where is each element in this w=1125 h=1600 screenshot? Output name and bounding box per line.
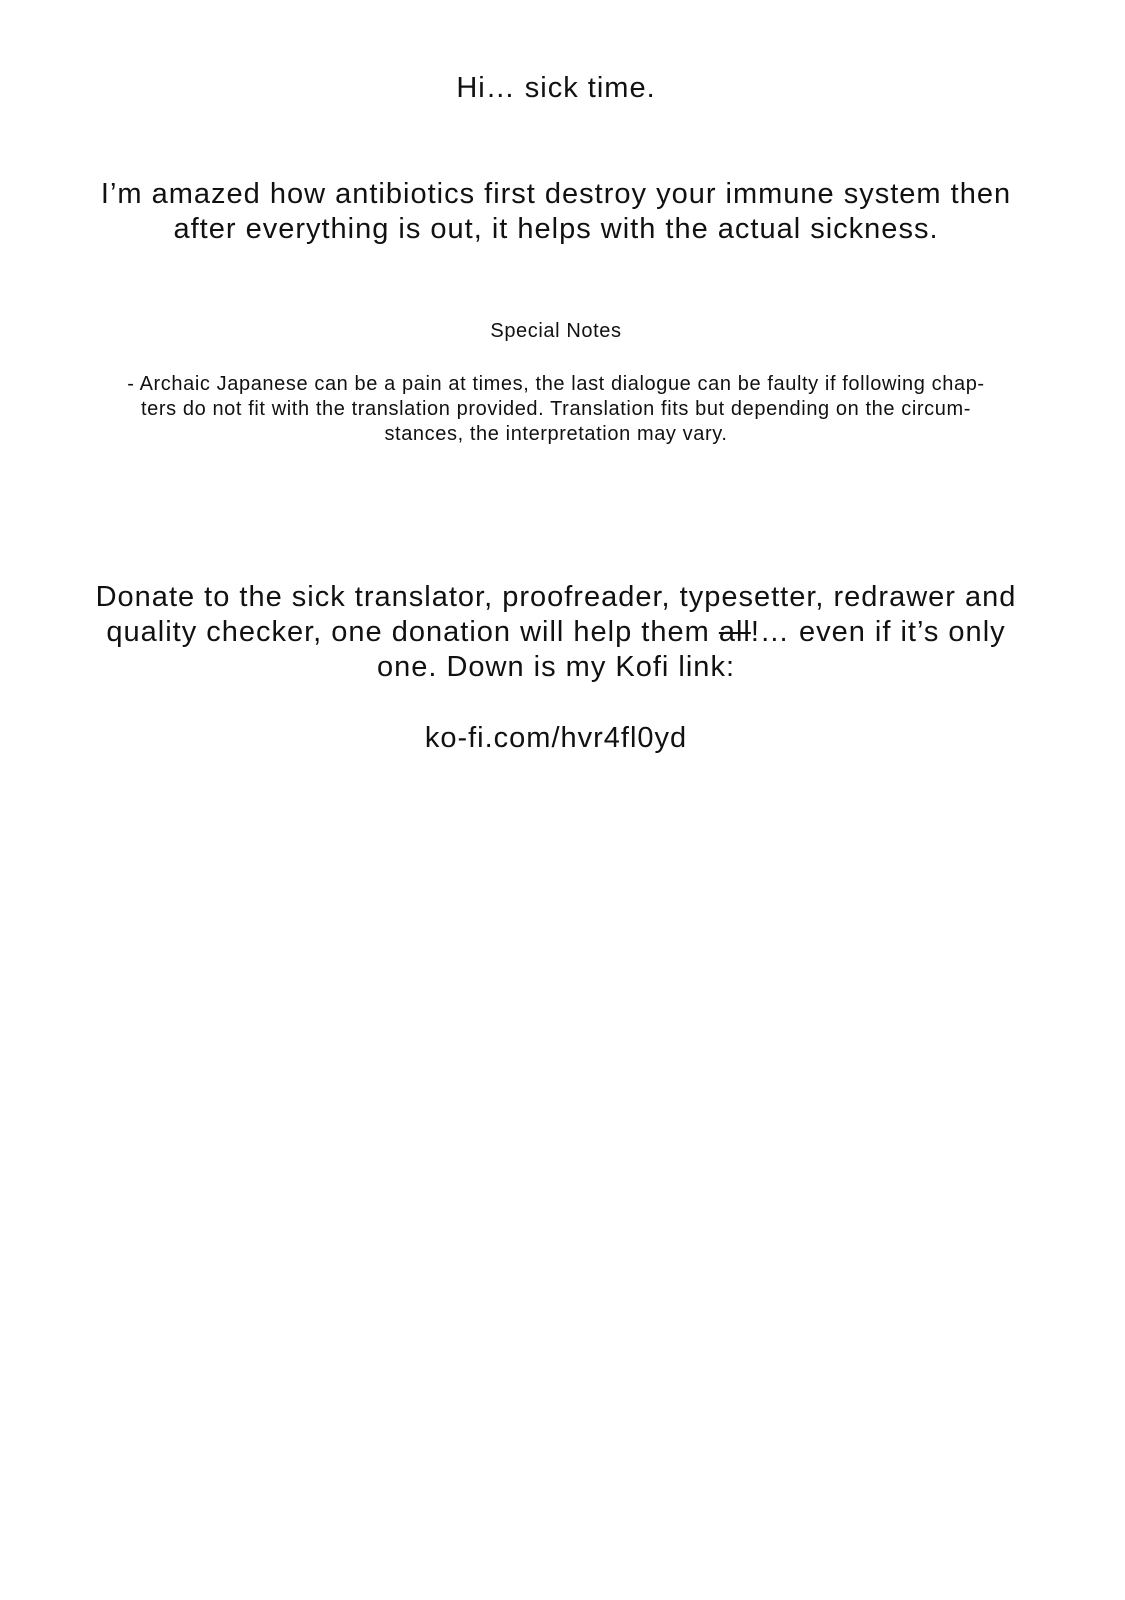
remark-line-2: after everything is out, it helps with the actual sickness. [173,213,939,245]
notes-line-1: - Archaic Japanese can be a pain at times, the last dialogue can be faulty if following chap- [127,373,985,395]
kofi-link[interactable]: ko-fi.com/hvr4fl0yd [424,722,688,754]
donate-line-3: one. Down is my Kofi link: [376,651,735,683]
donate-line-1: Donate to the sick translator, proofreader, typesetter, redrawer and [95,581,1017,613]
remark-line-1: I’m amazed how antibiotics first destroy your immune system then [100,178,1012,210]
notes-line-2: ters do not fit with the translation provided. Translation fits but depending on the circum- [140,398,972,420]
donate-line-2-start: quality checker, one donation will help them [106,616,719,648]
donate-line-2 [0,616,1112,649]
notes-line-3: stances, the interpretation may vary. [384,423,728,445]
donate-line-2-end: !… even if it’s only [750,616,1006,648]
greeting-text: Hi… sick time. [456,72,656,104]
struck-word: all [718,616,751,648]
special-notes-heading: Special Notes [490,320,622,342]
